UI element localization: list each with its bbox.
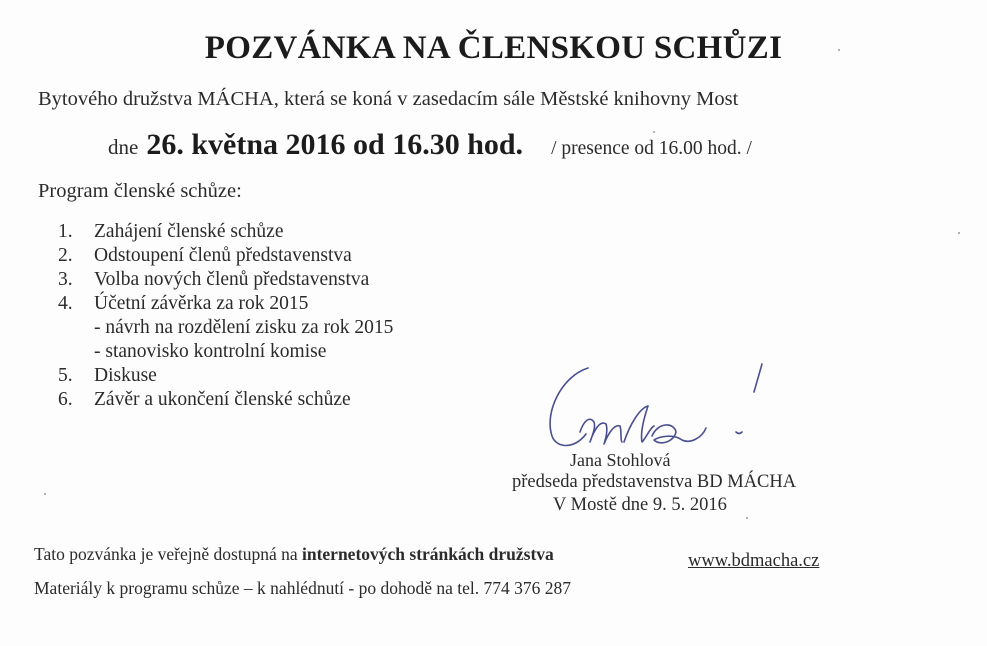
list-item [58, 268, 393, 292]
date-prefix: dne [108, 135, 139, 159]
item-text: Účetní závěrka za rok 2015 [94, 293, 309, 314]
place-and-date: V Mostě dne 9. 5. 2016 [553, 495, 727, 515]
item-number: 1. [58, 221, 73, 242]
website-link[interactable]: www.bdmacha.cz [688, 551, 820, 571]
scan-speck [838, 49, 840, 51]
meeting-date: 26. května 2016 od 16.30 hod. [146, 128, 524, 161]
list-item [58, 364, 393, 388]
list-item [58, 244, 393, 268]
item-number: 3. [58, 269, 73, 290]
signer-name: Jana Stohlová [570, 450, 671, 470]
list-item [58, 220, 393, 244]
list-item [58, 292, 393, 316]
footer-note-emphasis: internetových stránkách družstva [301, 544, 554, 564]
item-number: 2. [58, 245, 73, 266]
item-number: 5. [58, 365, 73, 386]
footer-materials-note: Materiály k programu schůze – k nahlédnutí - po dohodě na tel. 774 376 287 [34, 578, 572, 598]
subtitle: Bytového družstva MÁCHA, která se koná v zasedacím sále Městské knihovny Most [38, 88, 739, 110]
subitem-text: - návrh na rozdělení zisku za rok 2015 [94, 317, 394, 338]
list-subitem [58, 340, 393, 364]
program-heading: Program členské schůze: [38, 180, 242, 202]
list-item [58, 388, 393, 412]
list-subitem [58, 316, 393, 340]
item-text: Zahájení členské schůze [94, 221, 284, 242]
item-text: Odstoupení členů představenstva [94, 245, 352, 266]
item-text: Diskuse [94, 365, 157, 386]
presence-time: / presence od 16.00 hod. / [551, 138, 752, 159]
date-line [108, 128, 752, 162]
program-list [58, 220, 393, 412]
item-text: Volba nových členů představenstva [94, 269, 370, 290]
item-number: 6. [58, 389, 73, 410]
handwritten-signature [540, 362, 780, 462]
scan-speck [44, 493, 46, 495]
signer-role: předseda představenstva BD MÁCHA [512, 472, 797, 492]
footer-note-text: Tato pozvánka je veřejně dostupná na [34, 544, 302, 564]
scan-speck [653, 131, 655, 133]
document-title: POZVÁNKA NA ČLENSKOU SCHŮZI [204, 30, 783, 66]
item-number: 4. [58, 293, 73, 314]
scan-speck [958, 232, 960, 234]
scan-speck [746, 517, 748, 519]
item-text: Závěr a ukončení členské schůze [94, 389, 351, 410]
subitem-text: - stanovisko kontrolní komise [94, 341, 327, 362]
footer-availability-note [34, 544, 554, 565]
